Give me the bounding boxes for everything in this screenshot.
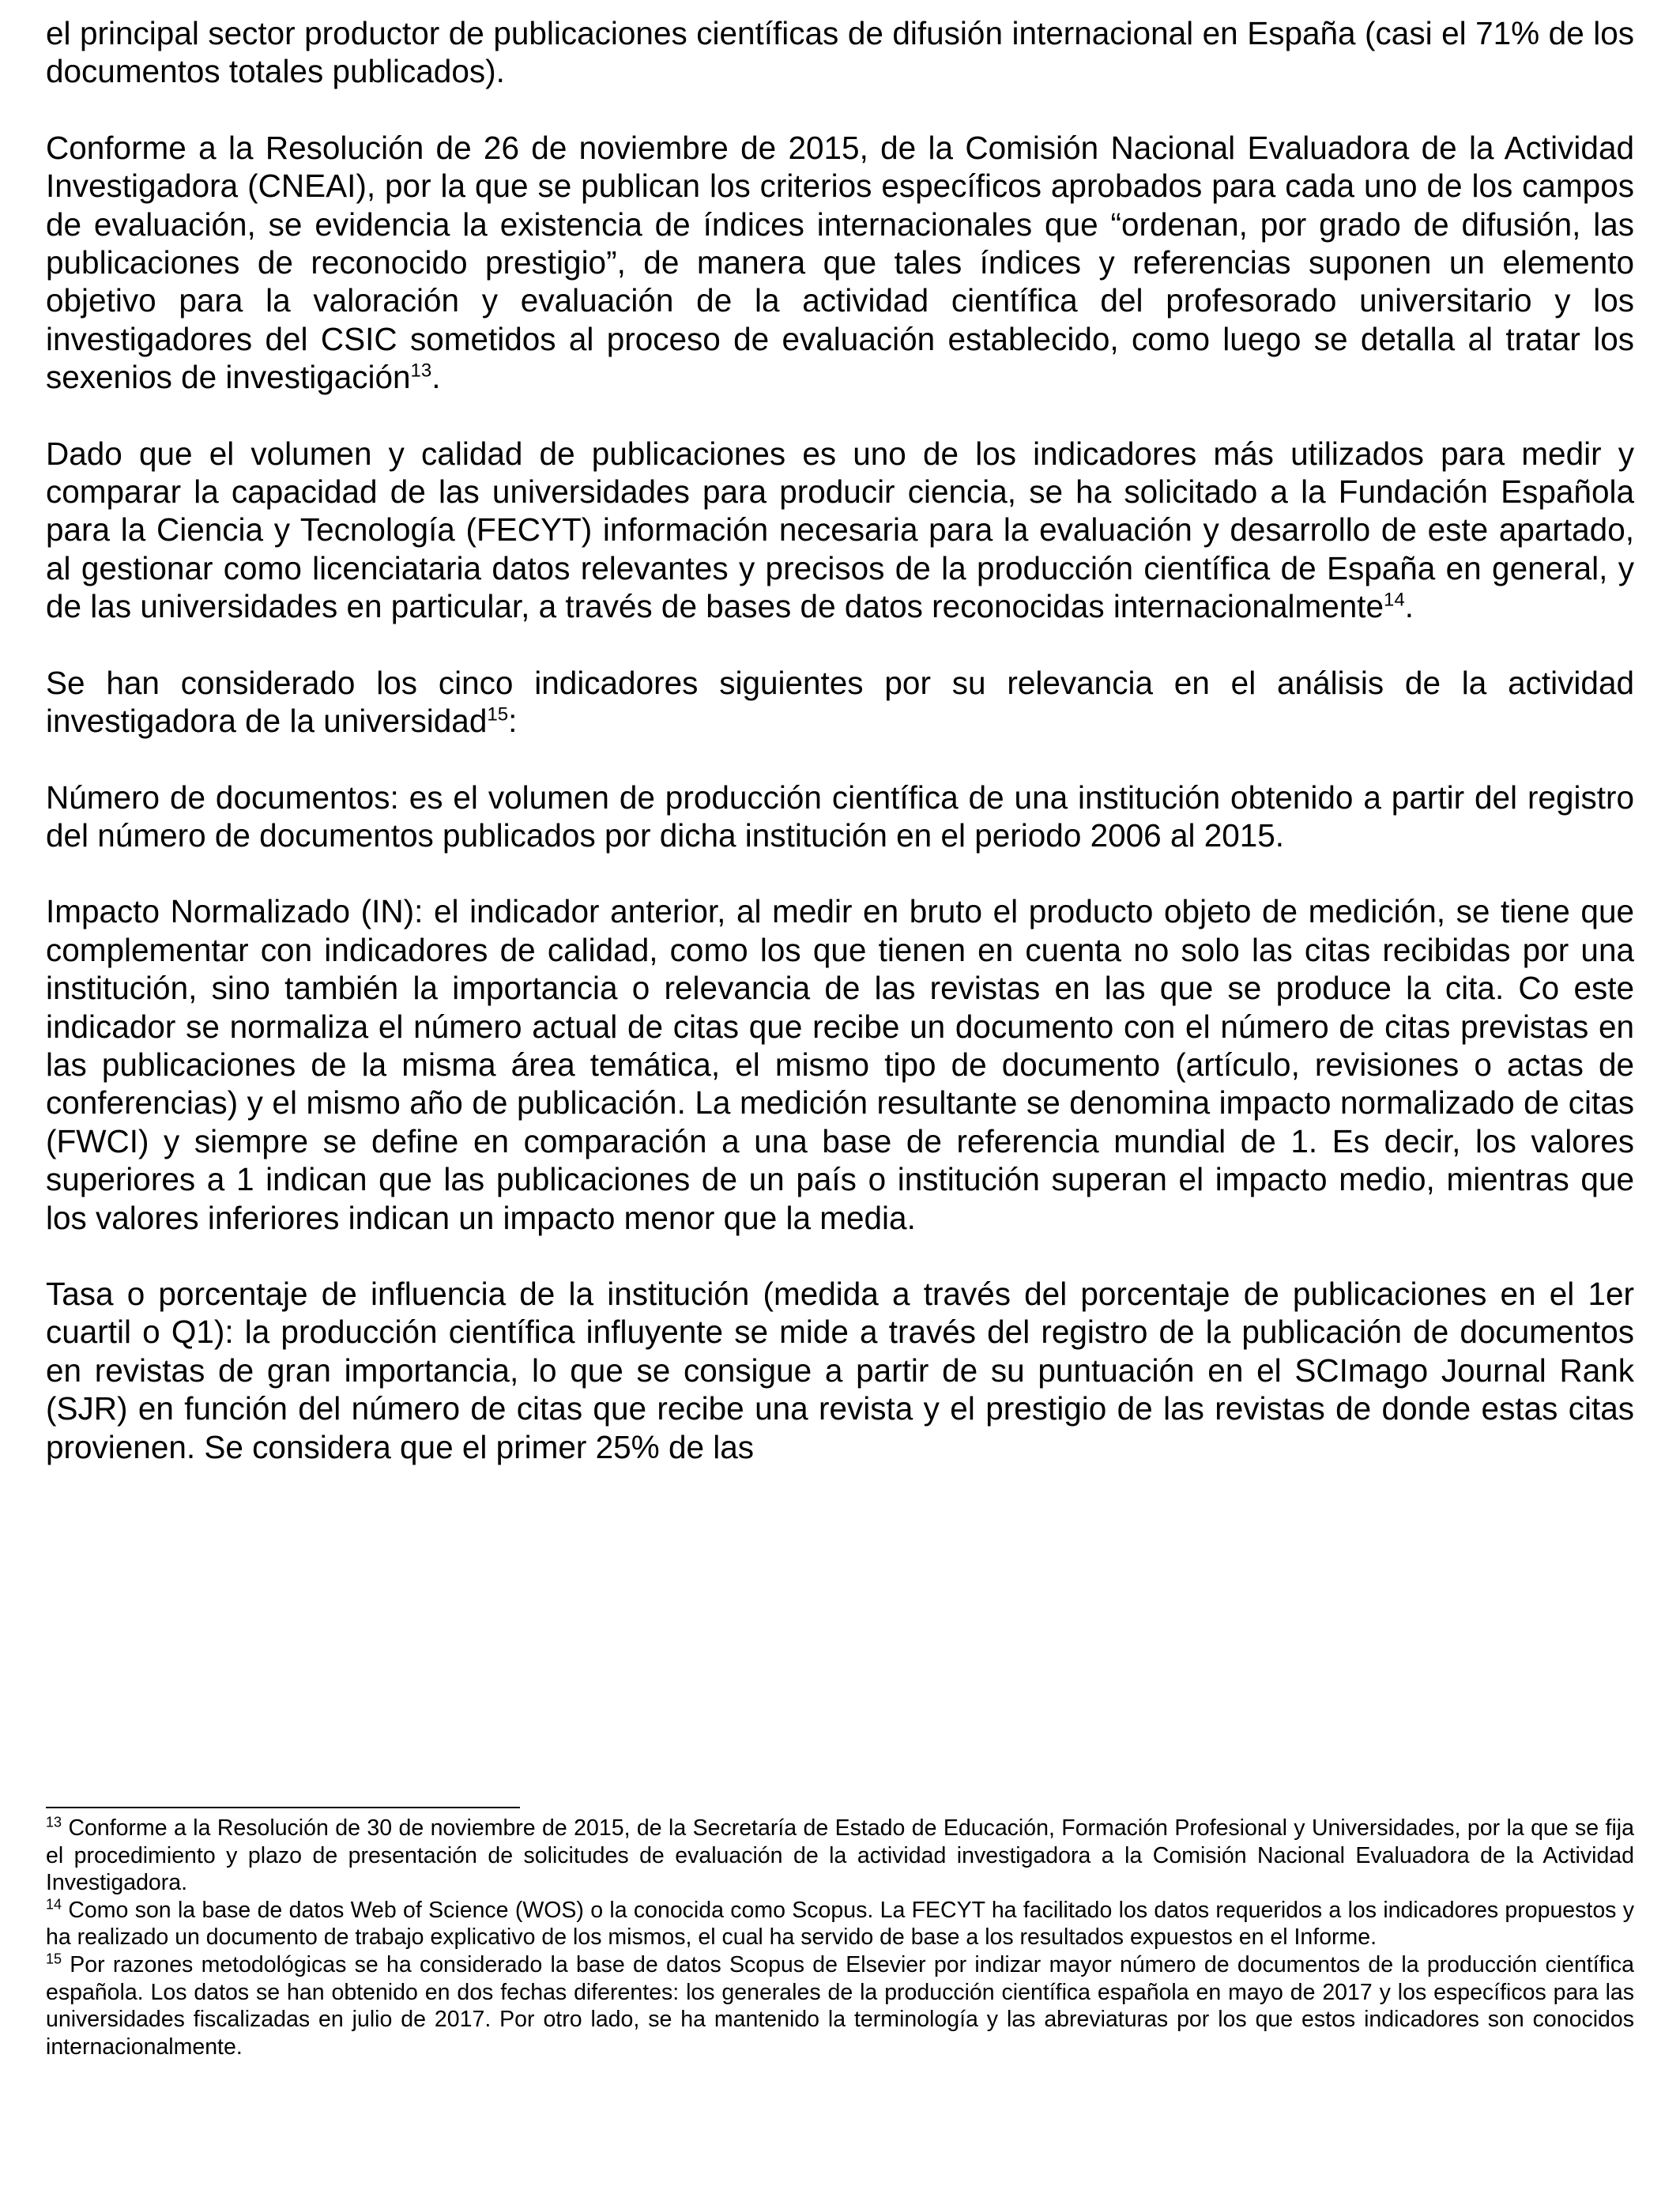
paragraph-end-punctuation: .: [1404, 588, 1414, 625]
paragraph: [46, 435, 1634, 626]
paragraph: [46, 778, 1634, 855]
footnote-mark: 13: [46, 1814, 62, 1830]
footnotes-section: [46, 1807, 1634, 2060]
paragraph: [46, 129, 1634, 397]
paragraph-text: Conforme a la Resolución de 26 de noviembre de 2015, de la Comisión Nacional Evaluadora de la Actividad Investigadora (CNEAI), por la que se publican los criterios específicos aprobados para cada uno de los campos de evaluación, se evidencia la existencia de índices internacionales que “ordenan, por grado de difusión, las publicaciones de reconocido prestigio”, de manera que tales índices y referencias suponen un elemento objetivo para la valoración y evaluación de la actividad científica del profesorado universitario y los investigadores del CSIC sometidos al proceso de evaluación establecido, como luego se detalla al tratar los sexenios de investigación: [46, 129, 1634, 396]
footnote-text: Como son la base de datos Web of Science (WOS) o la conocida como Scopus. La FECYT ha facilitado los datos requeridos a los indicadores propuestos y ha realizado un documento de trabajo explicativo de los mismos, el cual ha servido de base a los resultados expuestos en el Informe.: [46, 1897, 1634, 1951]
footnote-text: Conforme a la Resolución de 30 de noviembre de 2015, de la Secretaría de Estado de Educación, Formación Profesional y Universidades, por la que se fija el procedimiento y plazo de presentación de solicitudes de evaluación de la actividad investigadora a la Comisión Nacional Evaluadora de la Actividad Investigadora.: [46, 1815, 1634, 1896]
footnote-mark: 14: [46, 1896, 62, 1913]
paragraph-text: Dado que el volumen y calidad de publicaciones es uno de los indicadores más utilizados para medir y comparar la capacidad de las universidades para producir ciencia, se ha solicitado a la Fundación Española para la Ciencia y Tecnología (FECYT) información necesaria para la evaluación y desarrollo de este apartado, al gestionar como licenciataria datos relevantes y precisos de la producción científica de España en general, y de las universidades en particular, a través de bases de datos reconocidas internacionalmente: [46, 435, 1634, 625]
paragraph-text: Impacto Normalizado (IN): el indicador anterior, al medir en bruto el producto objeto de medición, se tiene que complementar con indicadores de calidad, como los que tienen en cuenta no solo las citas recibidas por una institución, sino también la importancia o relevancia de las revistas en las que se produce la cita. Co este indicador se normaliza el número actual de citas que recibe un documento con el número de citas previstas en las publicaciones de la misma área temática, el mismo tipo de documento (artículo, revisiones o actas de conferencias) y el mismo año de publicación. La medición resultante se denomina impacto normalizado de citas (FWCI) y siempre se define en comparación a una base de referencia mundial de 1. Es decir, los valores superiores a 1 indican que las publicaciones de un país o institución superan el impacto medio, mientras que los valores inferiores indican un impacto menor que la media.: [46, 893, 1634, 1236]
document-page: [46, 14, 1634, 2180]
paragraph-text: Tasa o porcentaje de influencia de la institución (medida a través del porcentaje de publicaciones en el 1er cuartil o Q1): la producción científica influyente se mide a través del registro de la publicación de documentos en revistas de gran importancia, lo que se consigue a partir de su puntuación en el SCImago Journal Rank (SJR) en función del número de citas que recibe una revista y el prestigio de las revistas de donde estas citas provienen. Se considera que el primer 25% de las: [46, 1275, 1634, 1465]
footnote: [46, 1815, 1634, 1897]
paragraph-text: Número de documentos: es el volumen de producción científica de una institución obtenido a partir del registro del número de documentos publicados por dicha institución en el periodo 2006 al 2015.: [46, 778, 1634, 854]
paragraph: [46, 664, 1634, 741]
footnote: [46, 1951, 1634, 2060]
paragraph-end-punctuation: :: [508, 703, 518, 740]
footnote-reference[interactable]: 14: [1384, 589, 1405, 611]
footnote-mark: 15: [46, 1951, 62, 1967]
footnote-reference[interactable]: 13: [410, 360, 432, 382]
paragraph-text: Se han considerado los cinco indicadores siguientes por su relevancia en el análisis de la actividad investigadora de la universidad: [46, 664, 1634, 740]
paragraph-end-punctuation: .: [431, 359, 441, 396]
paragraph: [46, 1275, 1634, 1466]
paragraph: [46, 892, 1634, 1237]
footnote-text: Por razones metodológicas se ha considerado la base de datos Scopus de Elsevier por indizar mayor número de documentos de la producción científica española. Los datos se han obtenido en dos fechas diferentes: los generales de la producción científica española en mayo de 2017 y los específicos para las universidades fiscalizadas en julio de 2017. Por otro lado, se ha mantenido la terminología y las abreviaturas por los que estos indicadores son conocidos internacionalmente.: [46, 1951, 1634, 2060]
footnote-reference[interactable]: 15: [487, 703, 509, 726]
footnote-separator: [46, 1807, 520, 1808]
paragraph-text: el principal sector productor de publicaciones científicas de difusión internacional en España (casi el 71% de los documentos totales publicados).: [46, 15, 1634, 90]
paragraph: [46, 14, 1634, 91]
footnote: [46, 1897, 1634, 1951]
